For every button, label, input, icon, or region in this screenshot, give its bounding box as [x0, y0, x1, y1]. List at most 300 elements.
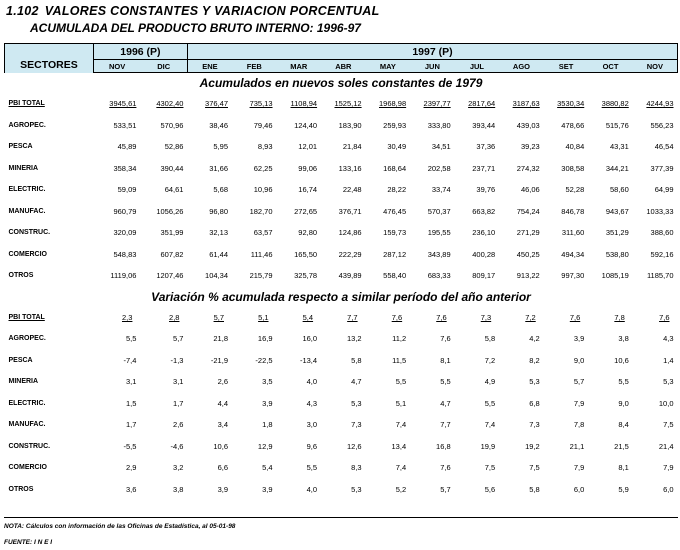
value-cell: 46,54: [654, 142, 674, 152]
value-cell: 400,28: [472, 249, 496, 259]
row-label-cell: [5, 244, 94, 266]
value-cell: 343,89: [427, 249, 451, 259]
row-label: PBI TOTAL: [8, 100, 45, 108]
value-cell: 28,22: [387, 185, 407, 195]
value-cell: 607,82: [160, 249, 184, 259]
value-cell: 3,4: [217, 420, 228, 430]
month-header: ABR: [321, 60, 366, 73]
value-cell: 390,44: [160, 163, 184, 173]
title-line-2: ACUMULADA DEL PRODUCTO BRUTO INTERNO: 1996-97: [30, 21, 361, 35]
row-label-cell: [5, 350, 94, 372]
month-header: OCT: [588, 60, 633, 73]
value-cell: 7,7: [440, 420, 451, 430]
value-cell: 7,2: [484, 355, 496, 365]
value-cell: 515,76: [605, 120, 629, 130]
value-cell: 4,3: [663, 334, 674, 344]
value-cell: 12,9: [257, 441, 273, 451]
value-cell: 5,7: [213, 312, 224, 322]
value-cell: 10,96: [253, 185, 273, 195]
month-header: NOV: [93, 60, 140, 73]
value-cell: 4,0: [306, 377, 318, 387]
value-cell: 1,7: [173, 398, 184, 408]
value-cell: 8,1: [618, 463, 629, 473]
value-cell: 12,01: [298, 142, 318, 152]
value-cell: 325,78: [294, 271, 318, 281]
row-label-cell: [5, 479, 94, 501]
value-cell: -4,6: [170, 441, 184, 451]
row-label: MINERIA: [8, 164, 39, 172]
value-cell: 63,57: [253, 228, 273, 238]
value-cell: 16,9: [257, 334, 273, 344]
value-cell: 7,6: [440, 463, 451, 473]
value-cell: 5,3: [351, 398, 362, 408]
value-cell: 7,7: [347, 312, 358, 322]
value-cell: 259,93: [383, 120, 407, 130]
value-cell: 3,9: [262, 398, 273, 408]
value-cell: 3,2: [173, 463, 184, 473]
value-cell: 2397,77: [423, 99, 451, 109]
value-cell: 333,80: [427, 120, 451, 130]
value-cell: 182,70: [249, 206, 273, 216]
value-cell: 5,1: [395, 398, 407, 408]
value-cell: 548,83: [113, 249, 137, 259]
month-header: NOV: [633, 60, 678, 73]
source-text: FUENTE: I N E I: [4, 539, 53, 546]
value-cell: 7,6: [436, 312, 447, 322]
month-header: AGO: [499, 60, 544, 73]
section-1-title: Acumulados en nuevos soles constantes de 1979: [199, 76, 483, 90]
value-cell: 5,5: [440, 377, 451, 387]
value-cell: 1,4: [663, 355, 674, 365]
value-cell: 735,13: [249, 99, 273, 109]
table-row: [5, 414, 678, 436]
row-label-cell: [5, 436, 94, 458]
value-cell: 59,09: [117, 185, 137, 195]
value-cell: 3,9: [573, 334, 585, 344]
value-cell: 215,79: [249, 271, 273, 281]
value-cell: 45,89: [117, 142, 137, 152]
value-cell: 287,12: [383, 249, 407, 259]
value-cell: 4,9: [484, 377, 496, 387]
value-cell: 236,10: [472, 228, 496, 238]
row-label-cell: [5, 393, 94, 415]
value-cell: 7,9: [663, 463, 674, 473]
table-row: [5, 479, 678, 501]
row-label: COMERCIO: [8, 464, 47, 472]
row-label: MANUFAC.: [8, 421, 46, 429]
value-cell: 1,5: [125, 398, 137, 408]
value-cell: 9,0: [618, 398, 629, 408]
month-header: FEB: [232, 60, 277, 73]
value-cell: 344,21: [605, 163, 629, 173]
value-cell: 7,2: [525, 312, 536, 322]
value-cell: 52,28: [565, 185, 585, 195]
value-cell: 202,58: [427, 163, 451, 173]
value-cell: 104,34: [205, 271, 228, 281]
value-cell: 5,4: [302, 312, 314, 322]
value-cell: 1525,12: [334, 99, 362, 109]
value-cell: 16,74: [298, 185, 318, 195]
value-cell: -7,4: [123, 355, 137, 365]
value-cell: 1033,33: [646, 206, 674, 216]
value-cell: 64,61: [164, 185, 184, 195]
value-cell: 3,1: [173, 377, 184, 387]
value-cell: 19,9: [480, 441, 496, 451]
value-cell: 5,5: [484, 398, 496, 408]
value-cell: 570,37: [427, 206, 451, 216]
value-cell: 8,1: [440, 355, 451, 365]
value-cell: -13,4: [299, 355, 318, 365]
value-cell: 5,8: [529, 484, 540, 494]
value-cell: 311,60: [561, 228, 585, 238]
month-header: MAY: [366, 60, 411, 73]
value-cell: 6,0: [663, 484, 674, 494]
row-label-cell: [5, 371, 94, 393]
value-cell: 10,0: [658, 398, 674, 408]
value-cell: 3530,34: [557, 99, 585, 109]
value-cell: 1,8: [262, 420, 273, 430]
value-cell: 2,6: [217, 377, 228, 387]
value-cell: 2,6: [173, 420, 184, 430]
value-cell: 2817,64: [468, 99, 496, 109]
year-1997-header: 1997 (P): [187, 44, 677, 60]
value-cell: 40,84: [565, 142, 585, 152]
row-label-cell: [5, 158, 94, 180]
value-cell: 439,89: [338, 271, 362, 281]
gdp-table: [4, 43, 678, 500]
value-cell: 5,9: [618, 484, 629, 494]
value-cell: 274,32: [516, 163, 540, 173]
value-cell: 7,4: [395, 463, 407, 473]
value-cell: 4,0: [306, 484, 318, 494]
value-cell: 7,6: [569, 312, 581, 322]
table-title: [6, 4, 380, 18]
value-cell: 558,40: [383, 271, 407, 281]
value-cell: 133,16: [338, 163, 362, 173]
table-row: [5, 244, 678, 266]
sectores-label: SECTORES: [20, 58, 78, 71]
value-cell: 388,60: [650, 228, 674, 238]
value-cell: 3,9: [217, 484, 228, 494]
value-cell: 43,31: [610, 142, 629, 152]
value-cell: 3880,82: [601, 99, 629, 109]
value-cell: 4,4: [217, 398, 228, 408]
value-cell: 308,58: [561, 163, 585, 173]
value-cell: 393,44: [472, 120, 496, 130]
value-cell: 1185,70: [646, 271, 674, 281]
value-cell: 92,80: [298, 228, 318, 238]
sectores-header: [5, 44, 94, 73]
value-cell: 8,2: [529, 355, 540, 365]
value-cell: 7,8: [614, 312, 625, 322]
value-cell: 237,71: [472, 163, 496, 173]
value-cell: 3,5: [262, 377, 273, 387]
value-cell: 38,46: [209, 120, 228, 130]
row-label-cell: [5, 307, 94, 329]
value-cell: 21,4: [658, 441, 674, 451]
value-cell: 683,33: [427, 271, 451, 281]
value-cell: 5,3: [663, 377, 674, 387]
row-label-cell: [5, 457, 94, 479]
table-row: [5, 136, 678, 158]
value-cell: 533,51: [113, 120, 137, 130]
value-cell: 5,5: [618, 377, 629, 387]
value-cell: 5,5: [306, 463, 318, 473]
value-cell: 3,6: [125, 484, 137, 494]
value-cell: 556,23: [650, 120, 674, 130]
value-cell: 5,2: [395, 484, 407, 494]
value-cell: 16,8: [436, 441, 451, 451]
value-cell: 7,4: [484, 420, 496, 430]
month-header: JUL: [455, 60, 500, 73]
month-header: SET: [544, 60, 589, 73]
row-label-cell: [5, 414, 94, 436]
value-cell: 809,17: [472, 271, 496, 281]
value-cell: 7,5: [484, 463, 496, 473]
value-cell: 37,36: [476, 142, 496, 152]
value-cell: 538,80: [605, 249, 629, 259]
table-row: [5, 179, 678, 201]
value-cell: 124,86: [338, 228, 362, 238]
value-cell: 58,60: [610, 185, 629, 195]
value-cell: 7,8: [573, 420, 585, 430]
value-cell: 570,96: [160, 120, 184, 130]
month-header: ENE: [187, 60, 232, 73]
value-cell: -22,5: [255, 355, 273, 365]
table-row: [5, 436, 678, 458]
value-cell: 5,4: [262, 463, 273, 473]
value-cell: 3945,61: [109, 99, 137, 109]
value-cell: 2,8: [169, 312, 180, 322]
row-label: MINERIA: [8, 378, 39, 386]
value-cell: 320,09: [113, 228, 137, 238]
value-cell: 4,3: [306, 398, 318, 408]
value-cell: 195,55: [427, 228, 451, 238]
value-cell: 478,66: [561, 120, 585, 130]
value-cell: 52,86: [164, 142, 184, 152]
value-cell: 2,9: [125, 463, 137, 473]
value-cell: 39,76: [476, 185, 496, 195]
table-row: [5, 222, 678, 244]
value-cell: 124,40: [294, 120, 318, 130]
row-label: ELECTRIC.: [8, 399, 46, 407]
row-label-cell: [5, 265, 94, 287]
value-cell: 1207,46: [156, 271, 184, 281]
value-cell: 5,7: [173, 334, 184, 344]
value-cell: 1968,98: [379, 99, 407, 109]
value-cell: 4244,93: [646, 99, 674, 109]
table-row: [5, 115, 678, 137]
value-cell: 10,6: [213, 441, 228, 451]
value-cell: 5,7: [573, 377, 585, 387]
value-cell: 61,44: [209, 249, 228, 259]
value-cell: 2,3: [121, 312, 133, 322]
value-cell: 494,34: [561, 249, 585, 259]
footer-divider: [4, 517, 678, 518]
value-cell: 9,0: [573, 355, 585, 365]
row-label: COMERCIO: [8, 250, 47, 258]
value-cell: 159,73: [383, 228, 407, 238]
value-cell: 7,3: [480, 312, 492, 322]
value-cell: 3,8: [618, 334, 629, 344]
value-cell: 272,65: [294, 206, 318, 216]
value-cell: 5,8: [351, 355, 362, 365]
value-cell: 960,79: [113, 206, 137, 216]
value-cell: 3,0: [306, 420, 318, 430]
value-cell: 32,13: [209, 228, 228, 238]
row-label-cell: [5, 179, 94, 201]
table-row: [5, 328, 678, 350]
value-cell: 5,7: [440, 484, 451, 494]
table-row: [5, 457, 678, 479]
value-cell: 4302,40: [156, 99, 184, 109]
value-cell: 6,6: [217, 463, 228, 473]
value-cell: 439,03: [516, 120, 540, 130]
value-cell: 39,23: [520, 142, 540, 152]
value-cell: 7,6: [440, 334, 451, 344]
row-label-cell: [5, 222, 94, 244]
value-cell: 5,5: [125, 334, 137, 344]
value-cell: 592,16: [650, 249, 674, 259]
section-2-title: Variación % acumulada respecto a similar período del año anterior: [151, 289, 531, 304]
value-cell: 34,51: [431, 142, 451, 152]
value-cell: 8,4: [618, 420, 629, 430]
value-cell: 358,34: [113, 163, 137, 173]
value-cell: 5,5: [395, 377, 407, 387]
value-cell: 1085,19: [601, 271, 629, 281]
value-cell: 62,25: [253, 163, 273, 173]
value-cell: 168,64: [383, 163, 407, 173]
row-label: MANUFAC.: [8, 207, 46, 215]
value-cell: 5,1: [258, 312, 269, 322]
value-cell: 1119,06: [110, 271, 137, 281]
value-cell: 46,06: [520, 185, 540, 195]
row-label: OTROS: [8, 272, 34, 280]
value-cell: 5,68: [213, 185, 228, 195]
value-cell: 9,6: [306, 441, 318, 451]
value-cell: 913,22: [516, 271, 540, 281]
value-cell: 6,8: [529, 398, 540, 408]
row-label-cell: [5, 115, 94, 137]
table-row: [5, 201, 678, 223]
table-row: [5, 393, 678, 415]
row-label: AGROPEC.: [8, 335, 46, 343]
value-cell: 21,5: [614, 441, 629, 451]
row-label-cell: [5, 201, 94, 223]
value-cell: 13,4: [391, 441, 407, 451]
value-cell: 7,9: [573, 463, 585, 473]
value-cell: 351,29: [605, 228, 629, 238]
row-label: AGROPEC.: [8, 121, 46, 129]
note-text: NOTA: Cálculos con información de las Oficinas de Estadística, al 05-01-98: [4, 523, 236, 530]
value-cell: 16,0: [302, 334, 318, 344]
value-cell: 663,82: [472, 206, 496, 216]
value-cell: 7,3: [351, 420, 362, 430]
table-row: [5, 371, 678, 393]
value-cell: 21,8: [213, 334, 228, 344]
row-label-cell: [5, 93, 94, 115]
value-cell: -5,5: [123, 441, 137, 451]
value-cell: 1056,26: [156, 206, 184, 216]
value-cell: 3,8: [173, 484, 184, 494]
table-row: [5, 350, 678, 372]
table-number: 1.102: [6, 4, 39, 18]
row-label: CONSTRUC.: [8, 229, 51, 237]
value-cell: 12,6: [346, 441, 362, 451]
row-label-cell: [5, 136, 94, 158]
value-cell: -21,9: [210, 355, 228, 365]
value-cell: 96,80: [209, 206, 228, 216]
month-header: MAR: [277, 60, 322, 73]
value-cell: 3,1: [125, 377, 137, 387]
value-cell: 7,3: [529, 420, 540, 430]
table-row: [5, 93, 678, 115]
value-cell: 997,30: [561, 271, 585, 281]
table-row: [5, 158, 678, 180]
row-label-cell: [5, 328, 94, 350]
value-cell: 5,8: [484, 334, 496, 344]
value-cell: 79,46: [253, 120, 273, 130]
value-cell: 7,6: [659, 312, 670, 322]
value-cell: 476,45: [383, 206, 407, 216]
table-row: [5, 265, 678, 287]
value-cell: 31,66: [209, 163, 228, 173]
value-cell: 21,1: [569, 441, 585, 451]
value-cell: 1108,94: [290, 99, 318, 109]
value-cell: 943,67: [605, 206, 629, 216]
value-cell: 4,7: [440, 398, 451, 408]
month-header: DIC: [140, 60, 187, 73]
row-label: PESCA: [8, 143, 33, 151]
value-cell: 376,47: [205, 99, 228, 109]
value-cell: 111,46: [250, 249, 273, 259]
value-cell: 450,25: [516, 249, 540, 259]
value-cell: 165,50: [294, 249, 318, 259]
value-cell: 4,2: [529, 334, 540, 344]
value-cell: 7,9: [573, 398, 585, 408]
row-label: CONSTRUC.: [8, 442, 51, 450]
row-label: ELECTRIC.: [8, 186, 46, 194]
value-cell: 7,5: [529, 463, 540, 473]
value-cell: 7,5: [663, 420, 674, 430]
value-cell: 21,84: [342, 142, 362, 152]
value-cell: 11,2: [392, 334, 407, 344]
month-header: JUN: [410, 60, 455, 73]
table-row: [5, 307, 678, 329]
value-cell: 5,3: [529, 377, 540, 387]
value-cell: 33,74: [431, 185, 451, 195]
value-cell: 5,95: [213, 142, 228, 152]
value-cell: 30,49: [387, 142, 407, 152]
row-label: OTROS: [8, 485, 34, 493]
row-label: PBI TOTAL: [8, 313, 45, 321]
value-cell: 7,6: [391, 312, 403, 322]
value-cell: 6,0: [573, 484, 585, 494]
value-cell: 99,06: [298, 163, 318, 173]
value-cell: 4,7: [351, 377, 362, 387]
value-cell: 376,71: [338, 206, 362, 216]
value-cell: 8,93: [257, 142, 273, 152]
value-cell: 3,9: [262, 484, 273, 494]
value-cell: 8,3: [351, 463, 362, 473]
value-cell: 1,7: [125, 420, 137, 430]
value-cell: 5,3: [351, 484, 362, 494]
value-cell: 13,2: [346, 334, 362, 344]
value-cell: -1,3: [170, 355, 184, 365]
title-line-1: VALORES CONSTANTES Y VARIACION PORCENTUAL: [44, 4, 380, 18]
value-cell: 64,99: [654, 185, 674, 195]
value-cell: 22,48: [342, 185, 362, 195]
